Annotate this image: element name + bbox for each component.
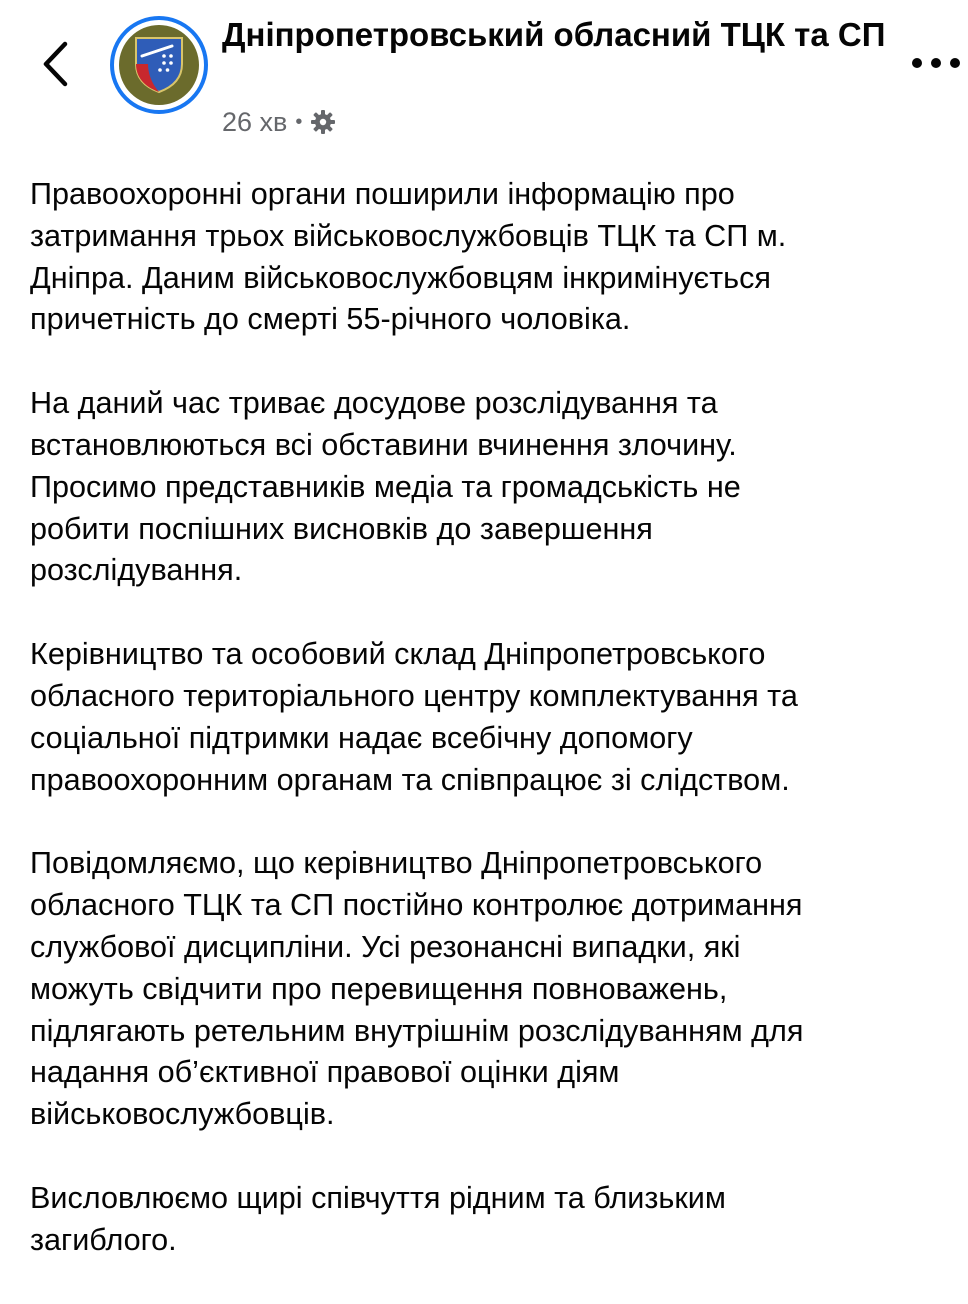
ellipsis-icon [950, 58, 960, 68]
chevron-left-icon [40, 40, 70, 88]
post-text [30, 174, 955, 1304]
avatar-emblem [119, 25, 199, 105]
post-meta [222, 104, 336, 140]
post-paragraph: Керівництво та особовий склад Дніпропетровського обласного територіального центру комплектування та соціальної підтримки надає всебічну допомогу правоохоронним органам та співпрацює зі слідством. [30, 637, 798, 797]
ellipsis-icon [912, 58, 922, 68]
gear-icon [310, 109, 336, 135]
post-paragraph: Правоохоронні органи поширили інформацію про затримання трьох військовослужбовців ТЦК та СП м. Дніпра. Даним військовослужбовцям інкримінується причетність до смерті 55-річного чоловіка. [30, 177, 787, 337]
post-paragraph: На даний час триває досудове розслідування та встановлюються всі обставини вчинення злочину. Просимо представників медіа та громадськість не робити поспішних висновків до завершення розслідування. [30, 386, 741, 588]
page-avatar[interactable] [110, 16, 208, 114]
more-options-button[interactable] [912, 48, 960, 78]
ellipsis-icon [931, 58, 941, 68]
post-paragraph: Висловлюємо щирі співчуття рідним та близьким загиблого. [30, 1180, 726, 1257]
post-time[interactable]: 26 хв [222, 106, 288, 137]
post-header [0, 0, 968, 150]
post-paragraph: Повідомляємо, що керівництво Дніпропетровського обласного ТЦК та СП постійно контролює дотримання службової дисципліни. Усі резонансні випадки, які можуть свідчити про перевищення повноважень, підлягають ретельним внутрішнім розслідуванням для надання об’єктивної правової оцінки діям військовослужбовців. [30, 846, 804, 1132]
shield-icon [132, 34, 186, 96]
page-name[interactable]: Дніпропетровський обласний ТЦК та СП [222, 16, 886, 53]
meta-separator: • [295, 110, 303, 133]
back-button[interactable] [30, 34, 80, 94]
